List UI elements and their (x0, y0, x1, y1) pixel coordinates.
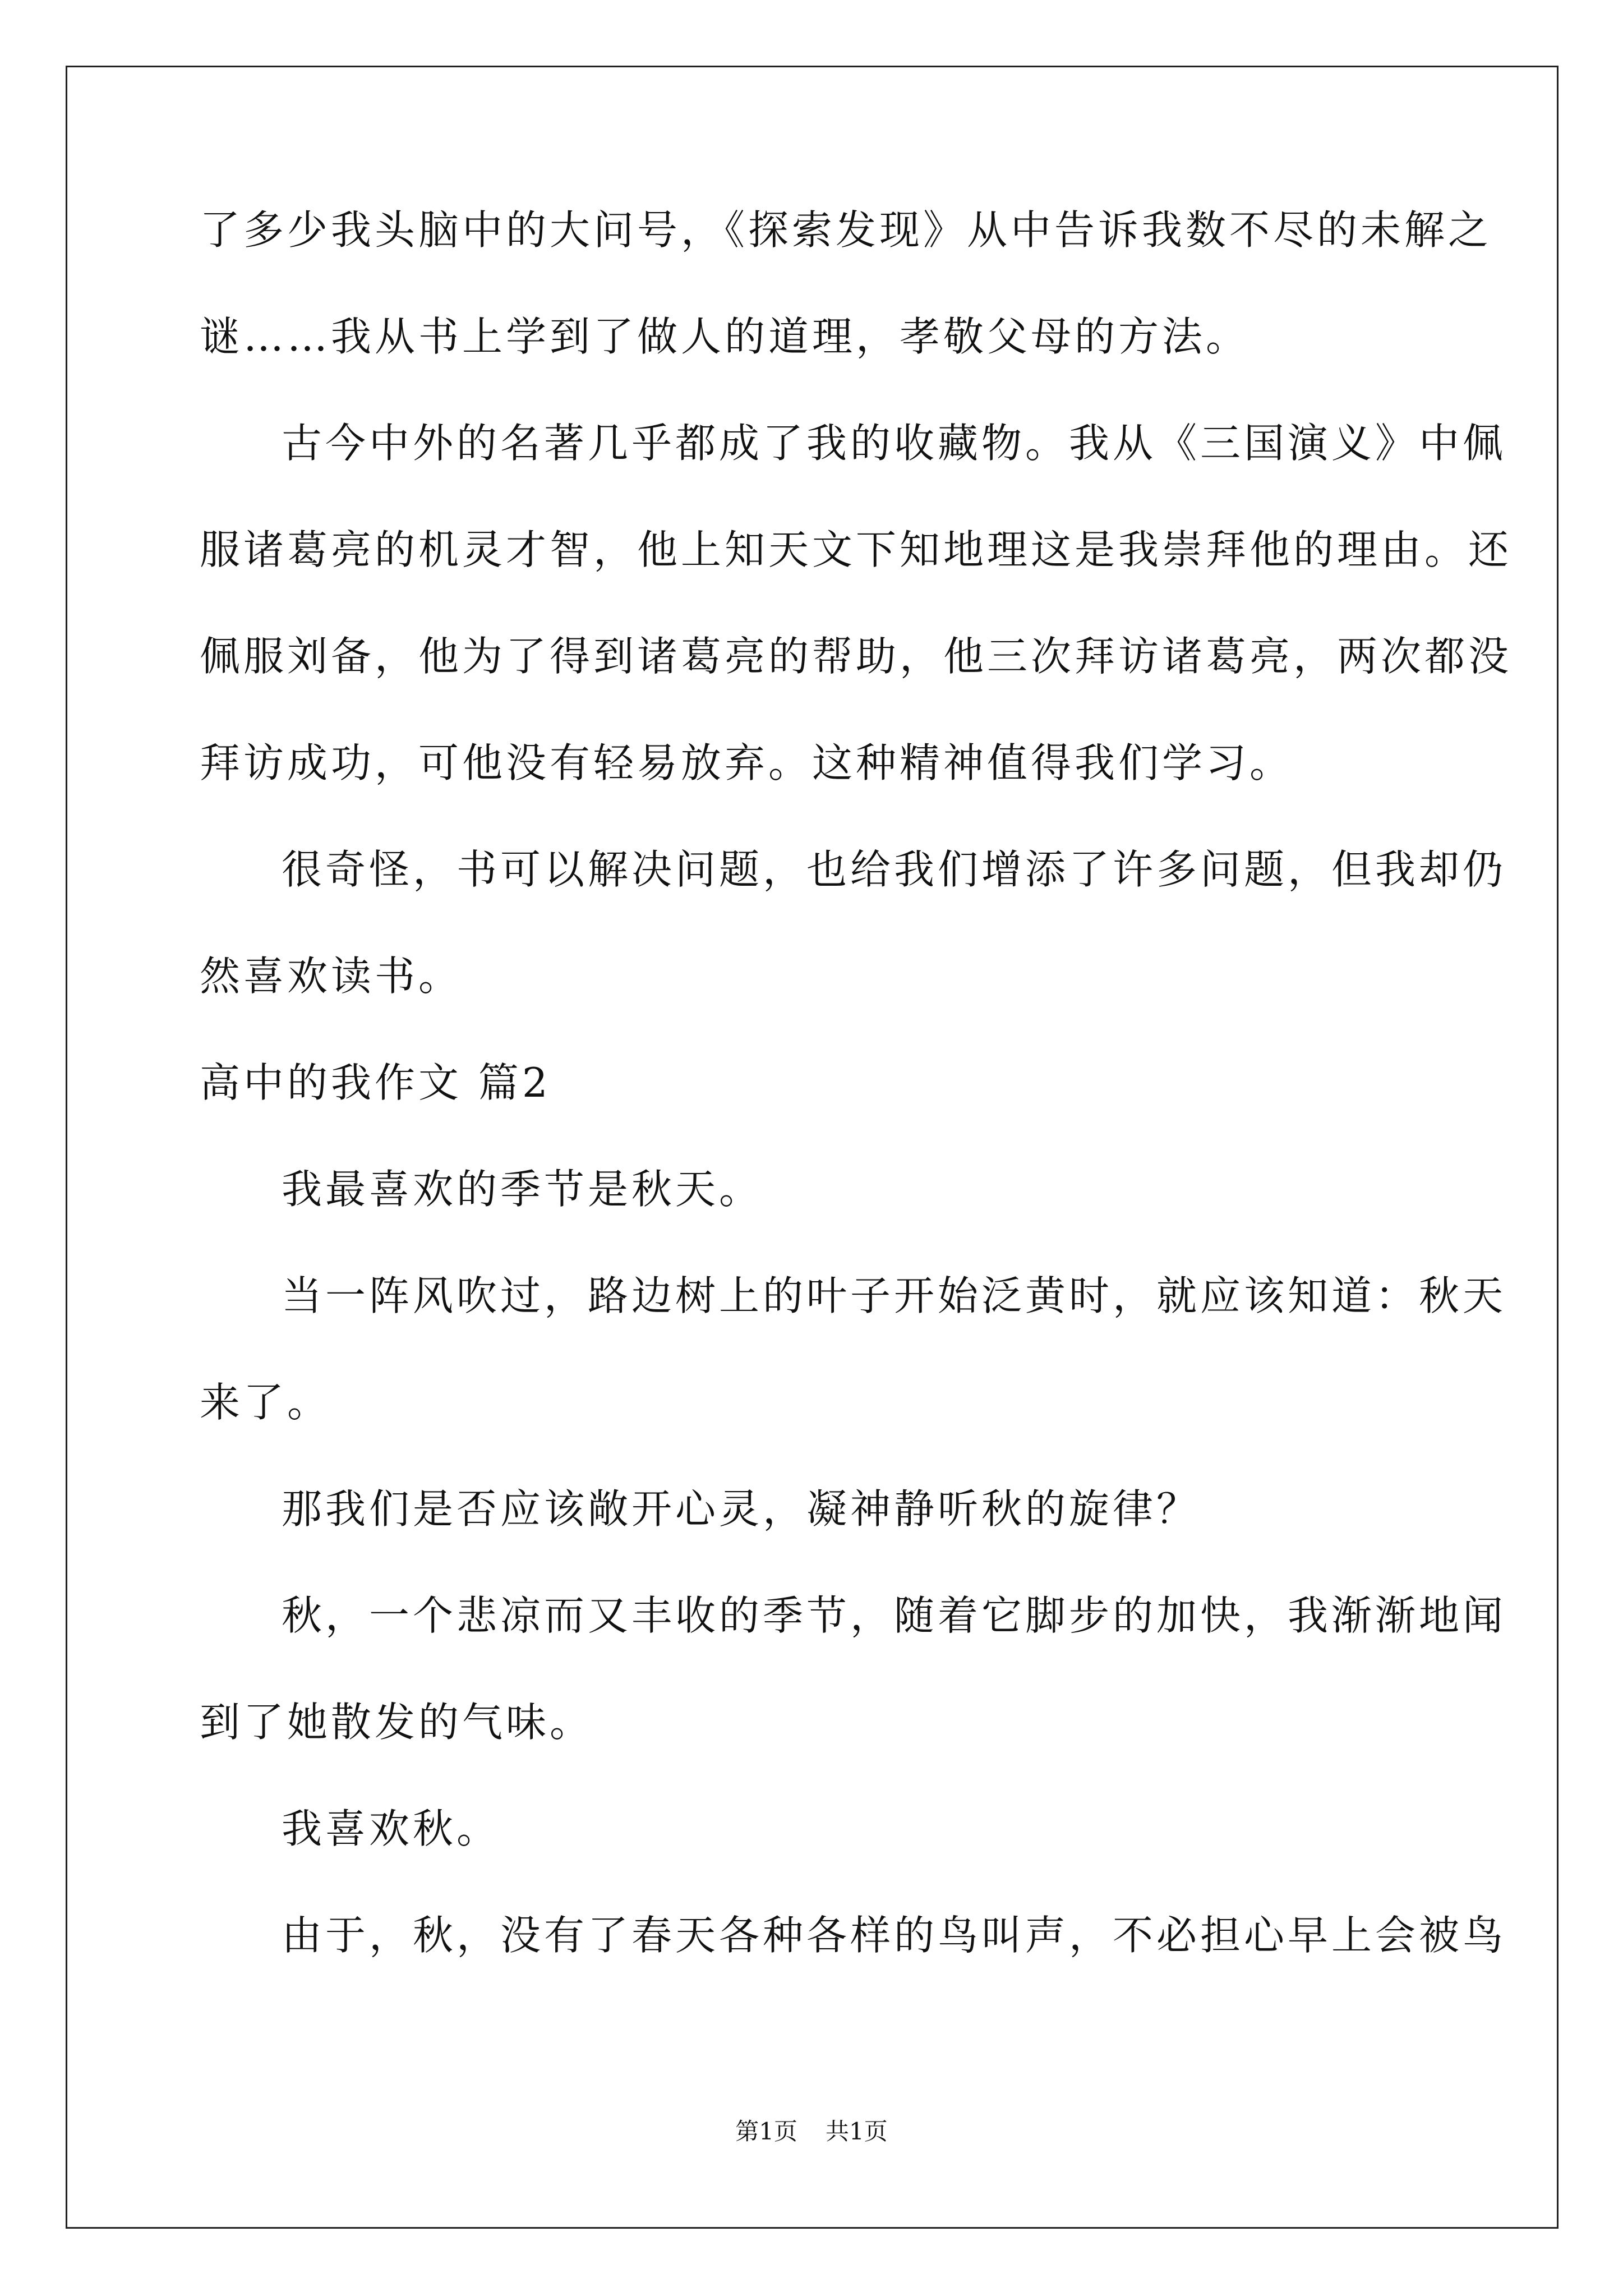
text-line: 然喜欢读书。 (200, 953, 463, 1000)
paragraph-start-line: 由于，秋，没有了春天各种各样的鸟叫声，不必担心早上会被鸟 (282, 1912, 1507, 1959)
paragraph-start-line: 当一阵风吹过，路边树上的叶子开始泛黄时，就应该知道：秋天 (282, 1272, 1507, 1319)
text-line: 拜访成功，可他没有轻易放弃。这种精神值得我们学习。 (200, 739, 1294, 786)
page-total: 共1页 (826, 2118, 888, 2145)
text-line: 佩服刘备，他为了得到诸葛亮的帮助，他三次拜访诸葛亮，两次都没 (200, 633, 1513, 680)
text-line: 了多少我头脑中的大问号，《探索发现》从中告诉我数不尽的未解之 (200, 206, 1492, 254)
page-number: 第1页 (735, 2118, 797, 2145)
text-line: 服诸葛亮的机灵才智，他上知天文下知地理这是我崇拜他的理由。还 (200, 526, 1513, 573)
paragraph-start-line: 我最喜欢的季节是秋天。 (282, 1166, 763, 1213)
text-line: 来了。 (200, 1379, 331, 1426)
paragraph-start-line: 很奇怪，书可以解决问题，也给我们增添了许多问题，但我却仍 (282, 846, 1507, 893)
section-heading: 高中的我作文 篇2 (200, 1059, 551, 1106)
paragraph-start-line: 古今中外的名著几乎都成了我的收藏物。我从《三国演义》中佩 (282, 420, 1507, 467)
paragraph-start-line: 那我们是否应该敞开心灵，凝神静听秋的旋律？ (282, 1485, 1201, 1533)
page-border (66, 66, 1559, 2229)
paragraph-start-line: 我喜欢秋。 (282, 1805, 501, 1852)
page-footer (0, 2115, 1623, 2148)
text-line: 谜……我从书上学到了做人的道理，孝敬父母的方法。 (200, 313, 1250, 360)
text-line: 到了她散发的气味。 (200, 1699, 594, 1746)
paragraph-start-line: 秋，一个悲凉而又丰收的季节，随着它脚步的加快，我渐渐地闻 (282, 1592, 1507, 1639)
